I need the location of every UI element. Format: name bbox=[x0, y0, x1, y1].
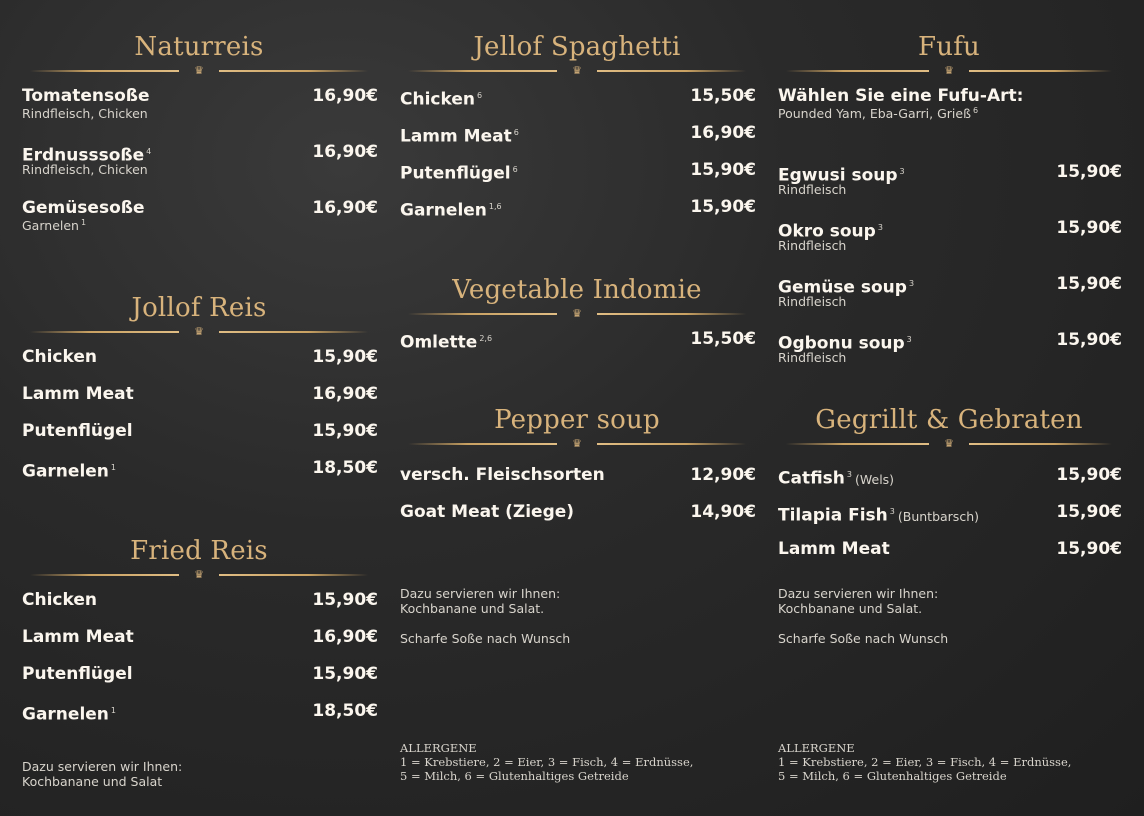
menu-item bbox=[20, 699, 378, 736]
section-fried-reis bbox=[20, 534, 378, 736]
section-title: Fried Reis bbox=[130, 536, 268, 566]
item-name: Lamm Meat bbox=[400, 126, 512, 147]
item-price: 15,90€ bbox=[690, 160, 756, 180]
item-name: Garnelen bbox=[22, 704, 109, 725]
item-name: versch. Fleischsorten bbox=[400, 465, 605, 485]
item-translation: (Buntbarsch) bbox=[897, 508, 979, 524]
spicy-sauce-note: Scharfe Soße nach Wunsch bbox=[778, 631, 949, 646]
item-name: Erdnusssoße bbox=[22, 145, 145, 166]
allergen-code: 6 bbox=[476, 91, 483, 100]
section-title: Jollof Reis bbox=[131, 293, 267, 323]
ornament-divider bbox=[408, 307, 746, 321]
section-title: Fufu bbox=[918, 32, 980, 62]
menu-item bbox=[20, 84, 378, 140]
item-price: 16,90€ bbox=[312, 86, 378, 106]
menu-item bbox=[776, 537, 1122, 574]
item-name: Lamm Meat bbox=[22, 627, 134, 647]
crown-icon: ♛ bbox=[944, 437, 954, 450]
item-description: Rindfleisch, Chicken bbox=[22, 162, 148, 177]
ornament-divider bbox=[30, 325, 368, 339]
item-name: Chicken bbox=[400, 89, 475, 110]
menu-item bbox=[20, 140, 378, 196]
menu-item bbox=[20, 345, 378, 382]
item-price: 15,90€ bbox=[1056, 330, 1122, 350]
item-price: 16,90€ bbox=[312, 142, 378, 162]
serving-note: Dazu servieren wir Ihnen: Kochbanane und Salat bbox=[22, 759, 183, 789]
item-name: Goat Meat (Ziege) bbox=[400, 502, 575, 522]
ornament-divider bbox=[786, 437, 1112, 451]
item-name: Chicken bbox=[22, 347, 97, 367]
item-name: Putenflügel bbox=[22, 421, 133, 441]
item-name: Catfish bbox=[778, 468, 845, 489]
menu-item bbox=[20, 588, 378, 625]
menu-item bbox=[20, 625, 378, 662]
menu-item bbox=[20, 196, 378, 252]
crown-icon: ♛ bbox=[194, 325, 204, 338]
section-title: Jellof Spaghetti bbox=[473, 32, 681, 62]
crown-icon: ♛ bbox=[572, 437, 582, 450]
menu-item bbox=[398, 327, 756, 364]
allergen-legend: ALLERGENE 1 = Krebstiere, 2 = Eier, 3 = Fisch, 4 = Erdnüsse, 5 = Milch, 6 = Glutenhaltiges Getreide bbox=[400, 741, 694, 783]
item-price: 15,90€ bbox=[312, 664, 378, 684]
item-name: Putenflügel bbox=[22, 664, 133, 684]
section-title: Naturreis bbox=[134, 32, 264, 62]
item-description: Rindfleisch bbox=[778, 294, 847, 309]
allergen-code: 3 bbox=[906, 335, 912, 344]
crown-icon: ♛ bbox=[572, 64, 582, 77]
item-price: 15,50€ bbox=[690, 329, 756, 349]
menu-item bbox=[20, 382, 378, 419]
menu-item bbox=[398, 463, 756, 500]
fufu-types: Pounded Yam, Eba-Garri, Grieß bbox=[778, 106, 971, 122]
menu-item bbox=[398, 500, 756, 537]
section-title: Vegetable Indomie bbox=[452, 275, 702, 305]
menu-item bbox=[398, 121, 756, 158]
section-title: Gegrillt & Gebraten bbox=[815, 405, 1083, 435]
allergen-code: 6 bbox=[972, 106, 979, 115]
item-price: 16,90€ bbox=[312, 198, 378, 218]
item-price: 16,90€ bbox=[312, 384, 378, 404]
section-gegrillt-gebraten bbox=[776, 403, 1122, 574]
item-price: 15,90€ bbox=[1056, 162, 1122, 182]
allergen-code: 2,6 bbox=[479, 334, 493, 343]
menu-item bbox=[776, 500, 1122, 537]
section-jellof-spaghetti bbox=[398, 30, 756, 232]
item-description: Rindfleisch, Chicken bbox=[22, 106, 148, 121]
section-naturreis bbox=[20, 30, 378, 252]
item-name: Tilapia Fish bbox=[778, 505, 888, 526]
menu-item bbox=[20, 456, 378, 493]
menu-item bbox=[20, 662, 378, 699]
section-fufu bbox=[776, 30, 1122, 384]
item-price: 18,50€ bbox=[312, 701, 378, 721]
item-price: 15,90€ bbox=[312, 347, 378, 367]
item-name: Putenflügel bbox=[400, 163, 511, 184]
item-name: Okro soup bbox=[778, 221, 876, 242]
menu-item bbox=[398, 158, 756, 195]
item-name: Omlette bbox=[400, 332, 478, 353]
fufu-choice-heading: Wählen Sie eine Fufu-Art: bbox=[778, 86, 1024, 106]
crown-icon: ♛ bbox=[194, 568, 204, 581]
allergen-code: 1,6 bbox=[488, 202, 502, 211]
item-name: Lamm Meat bbox=[778, 539, 890, 559]
item-price: 15,90€ bbox=[1056, 465, 1122, 485]
menu-item bbox=[776, 463, 1122, 500]
allergen-code: 3 bbox=[877, 223, 883, 232]
allergen-code: 1 bbox=[110, 706, 116, 715]
item-price: 15,90€ bbox=[1056, 274, 1122, 294]
allergen-code: 1 bbox=[80, 218, 87, 227]
item-price: 15,90€ bbox=[1056, 539, 1122, 559]
item-translation: (Wels) bbox=[855, 471, 895, 487]
spicy-sauce-note: Scharfe Soße nach Wunsch bbox=[400, 631, 571, 646]
menu-item bbox=[776, 272, 1122, 328]
menu-item bbox=[776, 216, 1122, 272]
item-name: Ogbonu soup bbox=[778, 333, 905, 354]
item-description: Rindfleisch bbox=[778, 238, 847, 253]
crown-icon: ♛ bbox=[194, 64, 204, 77]
item-name: Lamm Meat bbox=[22, 384, 134, 404]
section-jollof-reis bbox=[20, 291, 378, 493]
section-pepper-soup bbox=[398, 403, 756, 537]
section-title: Pepper soup bbox=[494, 405, 660, 435]
item-price: 15,50€ bbox=[690, 86, 756, 106]
allergen-code: 3 bbox=[899, 167, 905, 176]
allergen-code: 1 bbox=[110, 463, 116, 472]
menu-item bbox=[776, 328, 1122, 384]
item-name: Gemüsesoße bbox=[22, 198, 145, 218]
ornament-divider bbox=[786, 64, 1112, 78]
serving-note: Dazu servieren wir Ihnen: Kochbanane und Salat. bbox=[778, 586, 939, 616]
item-name: Garnelen bbox=[400, 200, 487, 221]
allergen-code: 3 bbox=[908, 279, 915, 288]
menu-item bbox=[20, 419, 378, 456]
crown-icon: ♛ bbox=[944, 64, 954, 77]
item-price: 15,90€ bbox=[690, 197, 756, 217]
item-price: 12,90€ bbox=[690, 465, 756, 485]
fufu-intro bbox=[776, 84, 1122, 160]
ornament-divider bbox=[408, 64, 746, 78]
allergen-code: 4 bbox=[146, 147, 152, 156]
menu-item bbox=[776, 160, 1122, 216]
item-price: 15,90€ bbox=[312, 421, 378, 441]
allergen-code: 3 bbox=[846, 470, 852, 479]
allergen-code: 6 bbox=[512, 165, 518, 174]
allergen-code: 6 bbox=[513, 128, 519, 137]
ornament-divider bbox=[30, 64, 368, 78]
item-name: Chicken bbox=[22, 590, 97, 610]
allergen-legend: ALLERGENE 1 = Krebstiere, 2 = Eier, 3 = Fisch, 4 = Erdnüsse, 5 = Milch, 6 = Glutenhaltiges Getreide bbox=[778, 741, 1072, 783]
item-price: 18,50€ bbox=[312, 458, 378, 478]
item-name: Gemüse soup bbox=[778, 277, 907, 298]
section-vegetable-indomie bbox=[398, 273, 756, 364]
ornament-divider bbox=[30, 568, 368, 582]
item-price: 16,90€ bbox=[690, 123, 756, 143]
menu-item bbox=[398, 195, 756, 232]
allergen-code: 3 bbox=[889, 507, 895, 516]
serving-note: Dazu servieren wir Ihnen: Kochbanane und Salat. bbox=[400, 586, 561, 616]
crown-icon: ♛ bbox=[572, 307, 582, 320]
item-description: Rindfleisch bbox=[778, 350, 847, 365]
item-price: 14,90€ bbox=[690, 502, 756, 522]
item-name: Garnelen bbox=[22, 461, 109, 482]
item-description: Rindfleisch bbox=[778, 182, 847, 197]
item-price: 16,90€ bbox=[312, 627, 378, 647]
item-price: 15,90€ bbox=[1056, 218, 1122, 238]
item-name: Egwusi soup bbox=[778, 165, 898, 186]
item-name: Tomatensoße bbox=[22, 86, 150, 106]
menu-item bbox=[398, 84, 756, 121]
ornament-divider bbox=[408, 437, 746, 451]
item-description: Garnelen bbox=[22, 218, 79, 234]
item-price: 15,90€ bbox=[312, 590, 378, 610]
item-price: 15,90€ bbox=[1056, 502, 1122, 522]
